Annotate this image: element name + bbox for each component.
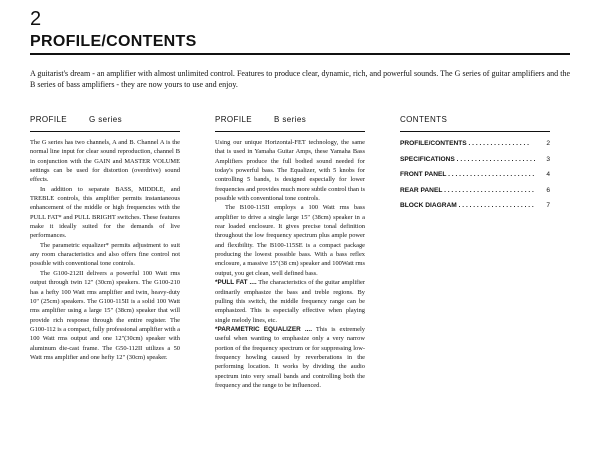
g-series-paragraph: The G100-212II delivers a powerful 100 Watt rms output through twin 12" (30cm) speakers. The G100-210 has a hefty 100 Watt rms amplifier and twin, heavy-duty 10" (25cm) speakers. The G100-115II is a solid 100 Watt rms amplifier using a large 15" (38cm) speaker that will provide rich response through the entire register. The G100-112 is a compact, fully professional amplifier with a 100 Watt rms output and one 12"(30cm) speaker with aluminum die-cast frame. The G50-112II utilizes a 50 Watt rms amplifier and one hefty 12" (30cm) speaker. (30, 269, 180, 361)
toc-item[interactable] (400, 183, 550, 199)
profile-g-series-column (30, 115, 180, 362)
profile-b-series-column (215, 115, 365, 390)
b-series-subheading: B series (274, 115, 307, 124)
toc-item-page: 7 (546, 202, 550, 210)
g-series-subheading: G series (89, 115, 123, 124)
toc-item-page: 6 (546, 186, 550, 194)
toc-item-page: 4 (546, 171, 550, 179)
toc-item-page: 3 (546, 155, 550, 163)
contents-column (400, 115, 550, 214)
page-number: 2 (30, 8, 42, 30)
g-series-paragraph: The G series has two channels, A and B. Channel A is the normal line input for clear sound reproduction, channel B in conjunction with the GAIN and MASTER VOLUME settings can be used for distortion (overdrive) sound effects. (30, 139, 180, 184)
pull-fat-note (215, 278, 365, 325)
page-title: PROFILE/CONTENTS (30, 33, 197, 50)
title-rule (30, 53, 570, 55)
pull-fat-note-text: The characteristics of the guitar amplifier ordinarily emphasize the bass and treble regions. By pulling this switch, the middle frequency range can be emphasized. This is especially effective when playing single melody lines, etc. (215, 279, 365, 324)
toc-item-label: BLOCK DIAGRAM . . . . . . . . . . . . . . . . . . . . . (400, 202, 534, 210)
b-series-paragraph: Using our unique Horizontal-FET technology, the same that is used in Yamaha Guitar Amps, these Yamaha Bass Amplifiers produce the full bodied sound needed for today's powerful bass. The Equalizer, with 5 knobs for controlling 5 bands, is designed especially for lower frequencies and provides much more subtle control than is possible with conventional tone controls. (215, 139, 365, 203)
table-of-contents (400, 136, 550, 214)
g-series-paragraph: The parametric equalizer* permits adjustment to suit any room characteristics and also offers fine control not possible with conventional tone controls. (30, 241, 180, 268)
toc-item-label: FRONT PANEL . . . . . . . . . . . . . . . . . . . . . . . . (400, 171, 535, 179)
toc-item[interactable] (400, 198, 550, 214)
parametric-equalizer-note (215, 325, 365, 390)
pull-fat-note-title: *PULL FAT .... (215, 279, 257, 287)
toc-item[interactable] (400, 167, 550, 183)
toc-item-page: 2 (546, 140, 550, 147)
g-series-paragraph: In addition to separate BASS, MIDDLE, and TREBLE controls, this amplifier permits instantaneous enhancement of the middle or high frequencies with the PULL FAT* and PULL BRIGHT switches. These features make it ideally suited for the demands of live performances. (30, 185, 180, 240)
profile-heading: PROFILE (30, 115, 68, 124)
parametric-equalizer-note-text: This is extremely useful when wanting to emphasize only a very narrow portion of the frequency spectrum or for suppressing low-frequency howling caused by reverberations in the performing location. It works by dividing the audio spectrum into very small bands and controlling both the frequency and the range to be influenced. (215, 325, 365, 389)
toc-item-label: REAR PANEL . . . . . . . . . . . . . . . . . . . . . . . . . (400, 186, 534, 194)
toc-item[interactable] (400, 136, 550, 152)
b-series-body (215, 138, 365, 390)
toc-item-label: SPECIFICATIONS . . . . . . . . . . . . . . . . . . . . . . (400, 155, 536, 163)
toc-item[interactable] (400, 152, 550, 168)
g-series-body (30, 138, 180, 362)
column-heading (215, 115, 365, 132)
column-heading (30, 115, 180, 132)
toc-item-label: PROFILE/CONTENTS . . . . . . . . . . . . . . . . . (400, 140, 529, 147)
intro-paragraph: A guitarist's dream - an amplifier with almost unlimited control. Features to produce clear, dynamic, rich, and powerful sounds. The G series of guitar amplifiers and the B series of bass amplifiers - they are now yours to use and enjoy. (30, 69, 570, 89)
b-series-paragraph: The B100-115II employs a 100 Watt rms bass amplifier to drive a single large 15" (38cm) speaker in a rear loaded enclosure. It gives precise tonal definition throughout the low frequency spectrum plus ample power and flexibility. The B100-115SE is a compact package producing the lowest possible bass. With a bass reflex enclosure, a massive 15"(38 cm) speaker and 100Watt rms output, you get clean, well defined bass. (215, 204, 365, 277)
profile-heading: PROFILE (215, 115, 253, 124)
parametric-equalizer-note-title: *PARAMETRIC EQUALIZER .... (215, 325, 312, 333)
contents-heading: CONTENTS (400, 115, 550, 132)
